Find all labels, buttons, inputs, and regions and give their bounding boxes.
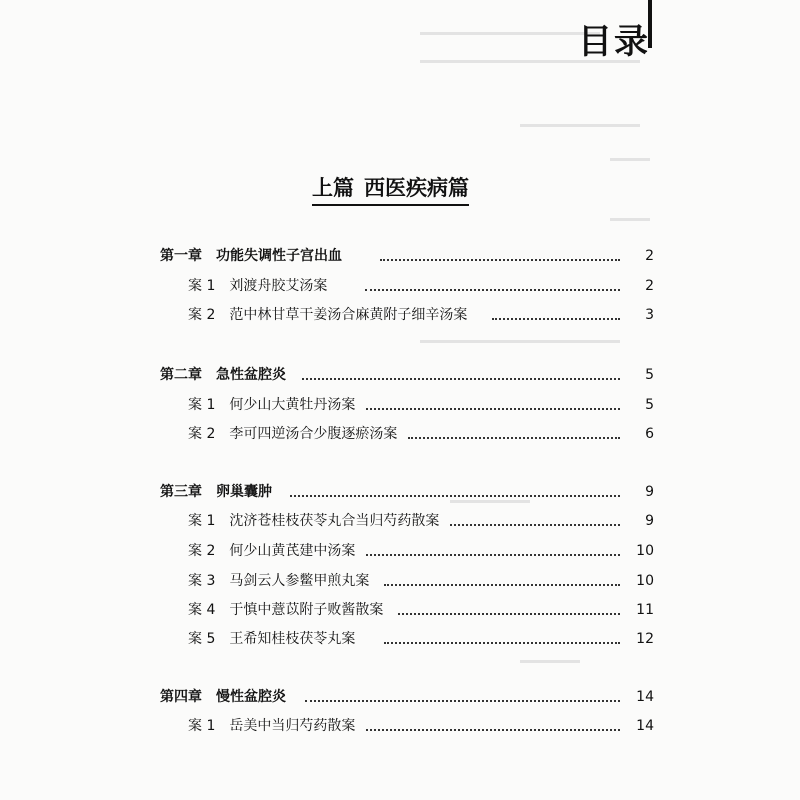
chapter-title: 功能失调性子宫出血 — [216, 248, 342, 264]
chapter-title: 卵巢囊肿 — [216, 484, 272, 500]
page-number: 5 — [645, 397, 654, 413]
dot-leader — [398, 613, 620, 615]
bleed-through-mark — [420, 32, 600, 35]
dot-leader — [380, 259, 620, 261]
dot-leader — [384, 642, 620, 644]
case-number: 案 5 — [188, 631, 216, 647]
case-number: 案 1 — [188, 718, 216, 734]
page-number: 9 — [645, 484, 654, 500]
case-number: 案 2 — [188, 426, 216, 442]
dot-leader — [366, 729, 620, 731]
case-number: 案 1 — [188, 513, 216, 529]
chapter-title: 慢性盆腔炎 — [216, 689, 286, 705]
dot-leader — [450, 524, 620, 526]
dot-leader — [408, 437, 620, 439]
case-title: 何少山大黄牡丹汤案 — [229, 397, 356, 413]
toc-chapter-2[interactable] — [0, 364, 800, 386]
case-title: 范中林甘草干姜汤合麻黄附子细辛汤案 — [229, 307, 468, 323]
chapter-title: 急性盆腔炎 — [216, 367, 286, 383]
case-number: 案 4 — [188, 602, 216, 618]
case-number: 案 1 — [188, 278, 216, 294]
toc-case-3-3[interactable] — [0, 570, 800, 592]
bleed-through-mark — [520, 660, 580, 663]
case-title: 马剑云人参鳖甲煎丸案 — [229, 573, 370, 589]
dot-leader — [305, 700, 620, 702]
case-title: 于慎中薏苡附子败酱散案 — [229, 602, 384, 618]
dot-leader — [302, 378, 620, 380]
contents-heading: 目录 — [578, 22, 650, 62]
chapter-number: 第三章 — [160, 484, 202, 500]
toc-case-1-2[interactable] — [0, 304, 800, 326]
case-number: 案 2 — [188, 543, 216, 559]
case-title: 刘渡舟胶艾汤案 — [229, 278, 328, 294]
toc-chapter-1[interactable] — [0, 245, 800, 267]
page-number: 2 — [645, 278, 654, 294]
toc-case-3-4[interactable] — [0, 599, 800, 621]
toc-case-3-2[interactable] — [0, 540, 800, 562]
page-number: 3 — [645, 307, 654, 323]
toc-chapter-3[interactable] — [0, 481, 800, 503]
chapter-number: 第四章 — [160, 689, 202, 705]
toc-case-2-2[interactable] — [0, 423, 800, 445]
page-number: 2 — [645, 248, 654, 264]
toc-case-4-1[interactable] — [0, 715, 800, 737]
page-number: 11 — [636, 602, 654, 618]
toc-case-2-1[interactable] — [0, 394, 800, 416]
page-number: 14 — [636, 689, 654, 705]
bleed-through-mark — [610, 218, 650, 221]
dot-leader — [366, 554, 620, 556]
bleed-through-mark — [520, 124, 640, 127]
case-number: 案 1 — [188, 397, 216, 413]
page-number: 5 — [645, 367, 654, 383]
part-title — [312, 172, 469, 206]
case-title: 王希知桂枝茯苓丸案 — [229, 631, 356, 647]
page-number: 9 — [645, 513, 654, 529]
dot-leader — [366, 408, 620, 410]
part-label: 上篇 — [312, 176, 354, 200]
chapter-number: 第二章 — [160, 367, 202, 383]
toc-chapter-4[interactable] — [0, 686, 800, 708]
toc-case-3-5[interactable] — [0, 628, 800, 650]
page-number: 14 — [636, 718, 654, 734]
page-number: 6 — [645, 426, 654, 442]
chapter-number: 第一章 — [160, 248, 202, 264]
page-number: 10 — [636, 573, 654, 589]
dot-leader — [290, 495, 620, 497]
case-number: 案 3 — [188, 573, 216, 589]
dot-leader — [384, 584, 620, 586]
case-title: 岳美中当归芍药散案 — [229, 718, 356, 734]
toc-case-3-1[interactable] — [0, 510, 800, 532]
case-title: 沈济苍桂枝茯苓丸合当归芍药散案 — [229, 513, 440, 529]
toc-case-1-1[interactable] — [0, 275, 800, 297]
page-number: 12 — [636, 631, 654, 647]
part-name: 西医疾病篇 — [364, 176, 469, 200]
case-title: 李可四逆汤合少腹逐瘀汤案 — [229, 426, 398, 442]
bleed-through-mark — [420, 340, 620, 343]
case-number: 案 2 — [188, 307, 216, 323]
bleed-through-mark — [610, 158, 650, 161]
page-number: 10 — [636, 543, 654, 559]
case-title: 何少山黄芪建中汤案 — [229, 543, 356, 559]
dot-leader — [365, 289, 620, 291]
dot-leader — [492, 318, 620, 320]
